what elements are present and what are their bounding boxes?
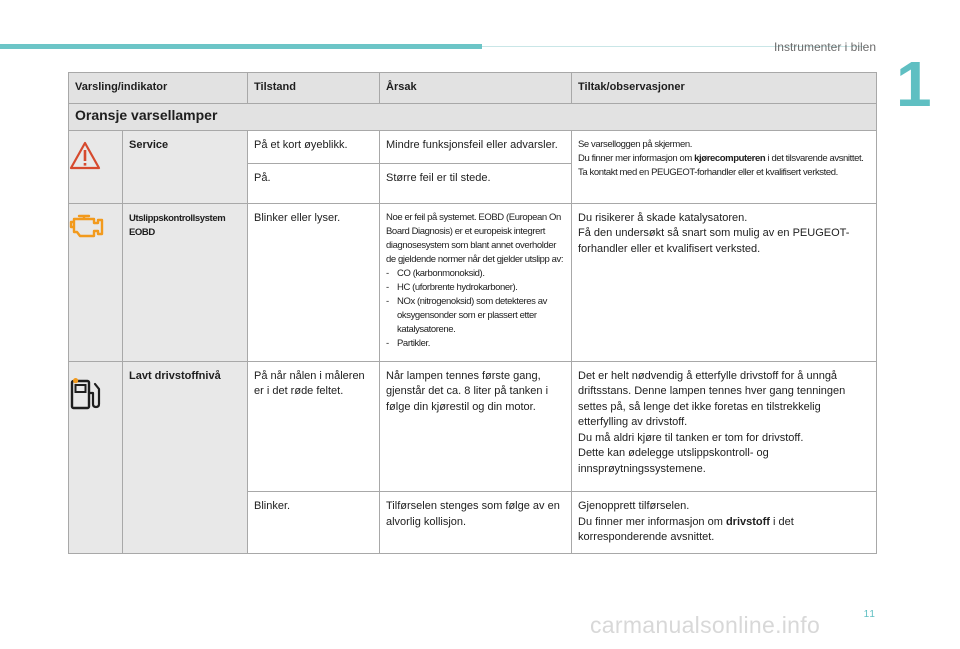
column-header-action: Tiltak/observasjoner xyxy=(572,73,877,104)
fuel-action-para2: Du må aldri kjøre til tanken er tom for drivstoff. xyxy=(578,431,804,444)
column-header-condition: Tilstand xyxy=(248,73,380,104)
link-text-kjorecomputeren: kjørecomputeren xyxy=(694,152,766,164)
service-cause-1: Mindre funksjonsfeil eller advarsler. xyxy=(380,130,572,163)
eobd-condition: Blinker eller lyser. xyxy=(248,203,380,361)
eobd-cause xyxy=(380,203,572,361)
eobd-label-line2: EOBD xyxy=(129,226,155,238)
list-item: - Partikler. xyxy=(386,337,565,351)
eobd-action xyxy=(572,203,877,361)
eobd-cause-intro: Noe er feil på systemet. EOBD (European On Board Diagnosis) er et europeisk integrert diagnosesystem som blant annet overholder de gjeldende normer når det gjelder utslipp av: xyxy=(386,211,564,265)
eobd-label-line1: Utslippskontrollsystem xyxy=(129,212,226,224)
orange-dot-icon: ● xyxy=(72,372,80,387)
table-row-fuel-1 xyxy=(69,361,877,492)
fuel-action-2-line2: Du finner mer informasjon om drivstoff i det korresponderende avsnittet. xyxy=(578,515,794,543)
service-label: Service xyxy=(123,130,248,203)
table-row-service-1 xyxy=(69,130,877,163)
fuel-action-2 xyxy=(572,492,877,554)
page-number: 11 xyxy=(863,609,876,620)
header-accent-bar xyxy=(0,44,482,49)
list-item: - NOx (nitrogenoksid) som detekteres av oksygensonder som er plassert etter katalysatorene. xyxy=(386,295,565,337)
column-header-cause: Årsak xyxy=(380,73,572,104)
warning-triangle-icon xyxy=(69,141,101,177)
fuel-action-para3: Dette kan ødelegge utslippskontroll- og innsprøytningssystemene. xyxy=(578,447,769,475)
table-header-row xyxy=(69,73,877,104)
watermark: carmanualsonline.info xyxy=(590,612,821,638)
service-icon-cell xyxy=(69,130,123,203)
list-item: - HC (uforbrente hydrokarboner). xyxy=(386,281,565,295)
group-title: Oransje varsellamper xyxy=(69,104,877,131)
link-text-drivstoff: drivstoff xyxy=(725,515,770,528)
service-action-line1: Se varselloggen på skjermen. xyxy=(578,138,692,150)
service-action xyxy=(572,130,877,203)
fuel-cause-2: Tilførselen stenges som følge av en alvorlig kollisjon. xyxy=(380,492,572,554)
column-header-indicator: Varsling/indikator xyxy=(69,73,248,104)
fuel-action-2-line1: Gjenopprett tilførselen. xyxy=(578,500,690,512)
service-condition-1: På et kort øyeblikk. xyxy=(248,130,380,163)
table-row-eobd xyxy=(69,203,877,361)
eobd-action-line1: Du risikerer å skade katalysatoren. xyxy=(578,211,748,224)
fuel-action-1 xyxy=(572,361,877,492)
eobd-icon-cell xyxy=(69,203,123,361)
warning-lamps-table xyxy=(68,72,877,554)
fuel-condition-1: På når nålen i måleren er i det røde feltet. xyxy=(248,361,380,492)
fuel-icon-cell xyxy=(69,361,123,553)
eobd-action-line2: Få den undersøkt så snart som mulig av en PEUGEOT-forhandler eller et kvalifisert verksted. xyxy=(578,227,850,255)
eobd-cause-list xyxy=(386,267,565,351)
service-action-line2: Du finner mer informasjon om kjørecomputeren i det tilsvarende avsnittet. Ta kontakt med en PEUGEOT-forhandler eller et kvalifisert verksted. xyxy=(578,152,864,178)
service-condition-2: På. xyxy=(248,163,380,203)
section-title: Instrumenter i bilen xyxy=(773,40,876,54)
fuel-label: Lavt drivstoffnivå xyxy=(123,361,248,553)
fuel-condition-2: Blinker. xyxy=(248,492,380,554)
eobd-label xyxy=(123,203,248,361)
list-item: - CO (karbonmonoksid). xyxy=(386,267,565,281)
fuel-action-para1: Det er helt nødvendig å etterfylle drivstoff for å unngå driftsstans. Denne lampen tennes hver gang tenningen settes på, så lenge det ikke foretas en tilstrekkelig etterfylling av drivstoff. xyxy=(578,369,846,428)
fuel-cause-1: Når lampen tennes første gang, gjenstår det ca. 8 liter på tanken i følge din kjørestil og din motor. xyxy=(380,361,572,492)
service-cause-2: Større feil er til stede. xyxy=(380,163,572,203)
engine-icon xyxy=(69,212,105,246)
group-row xyxy=(69,104,877,131)
chapter-number: 1 xyxy=(896,48,932,120)
